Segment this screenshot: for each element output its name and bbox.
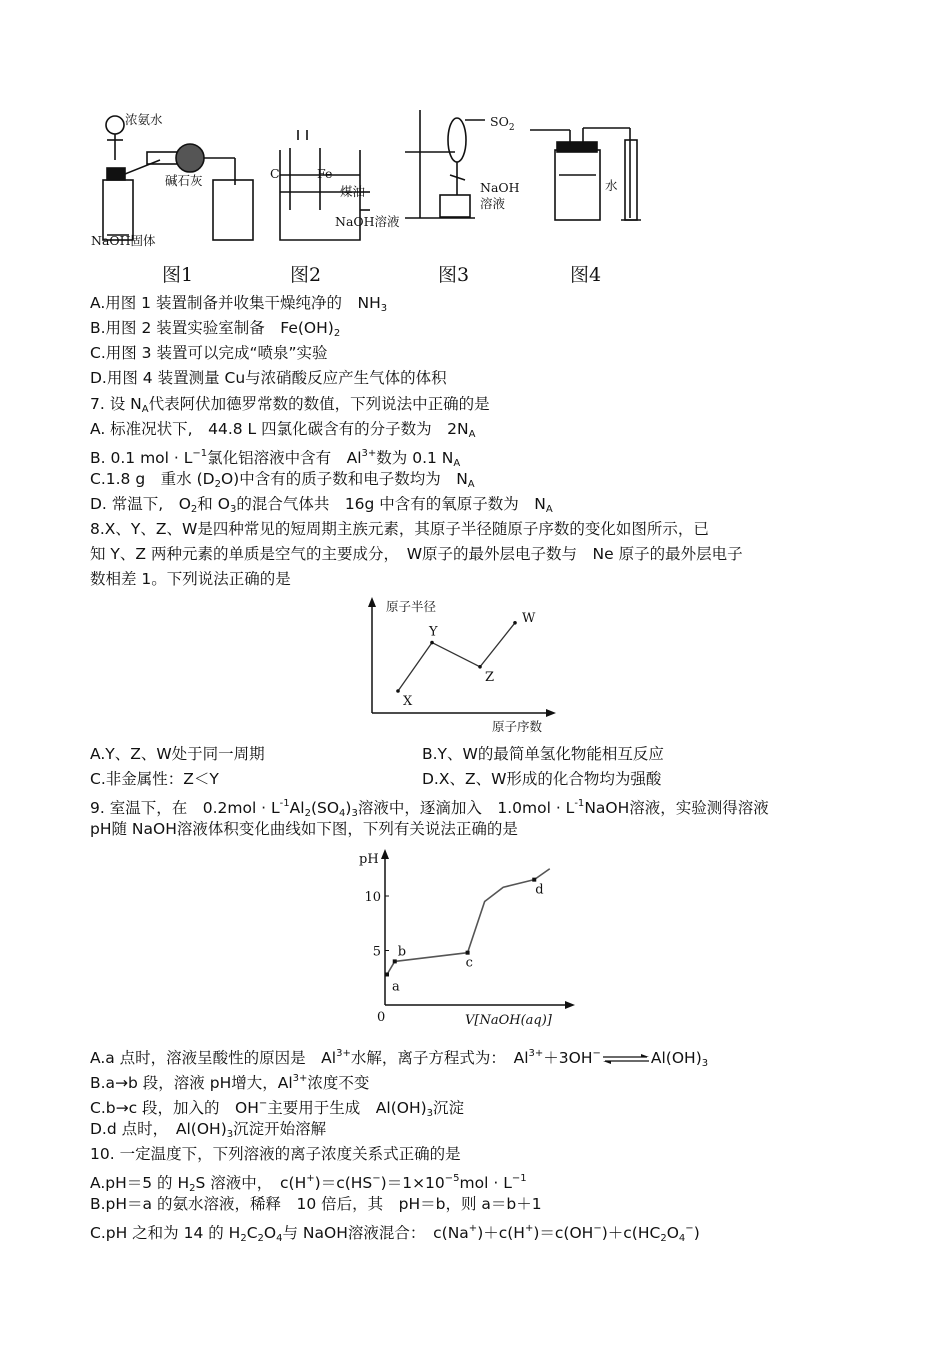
fig3-naoh-text: NaOH: [480, 180, 520, 195]
q7-option-a: A. 标准况状下, 44.8 L 四氯化碳含有的分子数为 $2N_A$: [90, 420, 476, 440]
q9-option-a: A.a 点时，溶液呈酸性的原因是 $Al^{3+}$水解，离子方程式为： $Al^{3+}+3OH^-$ $Al(OH)_3$: [90, 1048, 709, 1069]
chart1-x-label: 原子序数: [492, 719, 543, 734]
q8-option-c: C.非金属性：Z＜Y: [90, 770, 219, 788]
fig1-soda-lime-text: 碱石灰: [165, 173, 203, 188]
chart2-y-label: pH: [359, 852, 379, 867]
fig2-naoh-text: NaOH溶液: [335, 214, 400, 229]
atomic-radius-chart: [360, 595, 590, 740]
chart1-point-z: [478, 665, 482, 669]
fig2-c-text: C: [270, 166, 280, 181]
q7-stem: 7. 设 $N_A$代表阿伏加德罗常数的数值，下列说法中正确的是: [90, 395, 490, 415]
chart2-y-tick-label-5: 5: [372, 944, 381, 960]
ph-titration-chart: [355, 845, 585, 1030]
chart1-series-line: [398, 623, 515, 691]
chart1-y-label: 原子半径: [386, 599, 437, 614]
chart1-point-label-w: W: [522, 610, 536, 626]
q8-stem-line2: 知 Y、Z 两种元素的单质是空气的主要成分， W原子的最外层电子数与 Ne 原子的最外层电子: [90, 545, 743, 563]
q8-stem-line3: 数相差 1。下列说法正确的是: [90, 570, 291, 588]
q6-option-b: B.用图 2 装置实验室制备 $Fe(OH)_2$: [90, 319, 341, 339]
chart2-y-tick-label-10: 10: [364, 890, 381, 905]
fig2-kerosene-text: 煤油: [340, 184, 366, 199]
q9-option-b: B.a→b 段，溶液 pH增大，$Al^{3+}$浓度不变: [90, 1073, 370, 1092]
q6-option-a: A.用图 1 装置制备并收集干燥纯净的 $NH_3$: [90, 294, 388, 314]
q7-option-c: C.1.8 g 重水 $(D_2O)$中含有的质子数和电子数均为 $N_A$: [90, 470, 475, 490]
chart2-point-label-c: c: [465, 955, 473, 971]
q9-stem-line2: pH随 NaOH溶液体积变化曲线如下图，下列有关说法正确的是: [90, 820, 518, 838]
chart2-point-b: [393, 959, 397, 963]
q9-stem-line1: 9. 室温下，在 $0.2mol \cdot L^{-1}Al_2(SO_4)_3$溶液中，逐滴加入 $1.0mol \cdot L^{-1}NaOH$溶液，实验测得溶液: [90, 798, 769, 819]
q10-option-a: A.pH＝5 的 $H_2S$ 溶液中， $c(H^+)=c(HS^-)=1\times 10^{-5}mol \cdot L^{-1}$: [90, 1173, 527, 1194]
q6-option-c: C.用图 3 装置可以完成“喷泉”实验: [90, 344, 328, 362]
chart1-point-w: [513, 621, 517, 625]
reversible-arrow-icon: [601, 1053, 651, 1065]
chart1-point-x: [396, 689, 400, 693]
q7-option-d: D. 常温下, $O_2$和 $O_3$的混合气体共 16g 中含有的氧原子数为 $N_A$: [90, 495, 553, 515]
fig3-apparatus: [405, 110, 485, 218]
chart1-point-label-x: X: [403, 694, 413, 709]
q7-option-b: B. 0.1 mol · $L^{-1}$氯化铝溶液中含有 $Al^{3+}$数为 0.1 $N_A$: [90, 448, 461, 469]
chart1-point-label-z: Z: [485, 669, 495, 685]
fig1-naoh-text: NaOH固体: [91, 233, 156, 248]
q10-option-b: B.pH＝a 的氨水溶液，稀释 10 倍后，其 pH＝b，则 a＝b＋1: [90, 1195, 542, 1213]
fig4-water-text: 水: [605, 178, 618, 193]
fig1-ammonia-text: 浓氨水: [125, 112, 163, 127]
chart1-point-y: [430, 641, 434, 645]
q8-option-b: B.Y、W的最简单氢化物能相互反应: [422, 745, 664, 763]
chart2-x-label: V[NaOH(aq)]: [465, 1013, 552, 1028]
fig4-apparatus: [530, 128, 641, 220]
chart2-point-c: [466, 951, 470, 955]
q10-stem: 10. 一定温度下，下列溶液的离子浓度关系式正确的是: [90, 1145, 461, 1163]
chart2-point-label-a: a: [392, 979, 400, 995]
fig4-label: 图4: [570, 264, 602, 286]
fig3-label: 图3: [438, 264, 470, 286]
chart2-point-d: [532, 878, 536, 882]
fig3-so2-text: $SO_2$: [490, 114, 515, 133]
chart2-point-a: [385, 972, 389, 976]
chart1-point-label-y: Y: [429, 624, 438, 640]
q9-option-d: D.d 点时， $Al(OH)_3$沉淀开始溶解: [90, 1120, 327, 1140]
q8-option-d: D.X、Z、W形成的化合物均为强酸: [422, 770, 662, 788]
chart2-point-label-b: b: [397, 944, 407, 960]
q8-stem-line1: 8.X、Y、Z、W是四种常见的短周期主族元素，其原子半径随原子序数的变化如图所示，已: [90, 520, 709, 538]
fig2-label: 图2: [290, 264, 322, 286]
chart2-point-label-d: d: [535, 882, 544, 898]
q6-option-d: D.用图 4 装置测量 Cu与浓硝酸反应产生气体的体积: [90, 369, 447, 387]
q9-option-c: C.b→c 段，加入的 OH−主要用于生成 $Al(OH)_3$沉淀: [90, 1098, 465, 1119]
q8-option-a: A.Y、Z、W处于同一周期: [90, 745, 265, 763]
fig1-label: 图1: [162, 264, 194, 286]
chart2-origin-label: 0: [377, 1010, 386, 1025]
fig2-fe-text: Fe: [317, 166, 333, 181]
fig3-solution-text: 溶液: [480, 196, 506, 211]
q10-option-c: C.pH 之和为 14 的 $H_2C_2O_4$与 NaOH溶液混合： $c(Na^+)+c(H^+)=c(OH^-)+c(HC_2O_4^-)$: [90, 1223, 700, 1244]
